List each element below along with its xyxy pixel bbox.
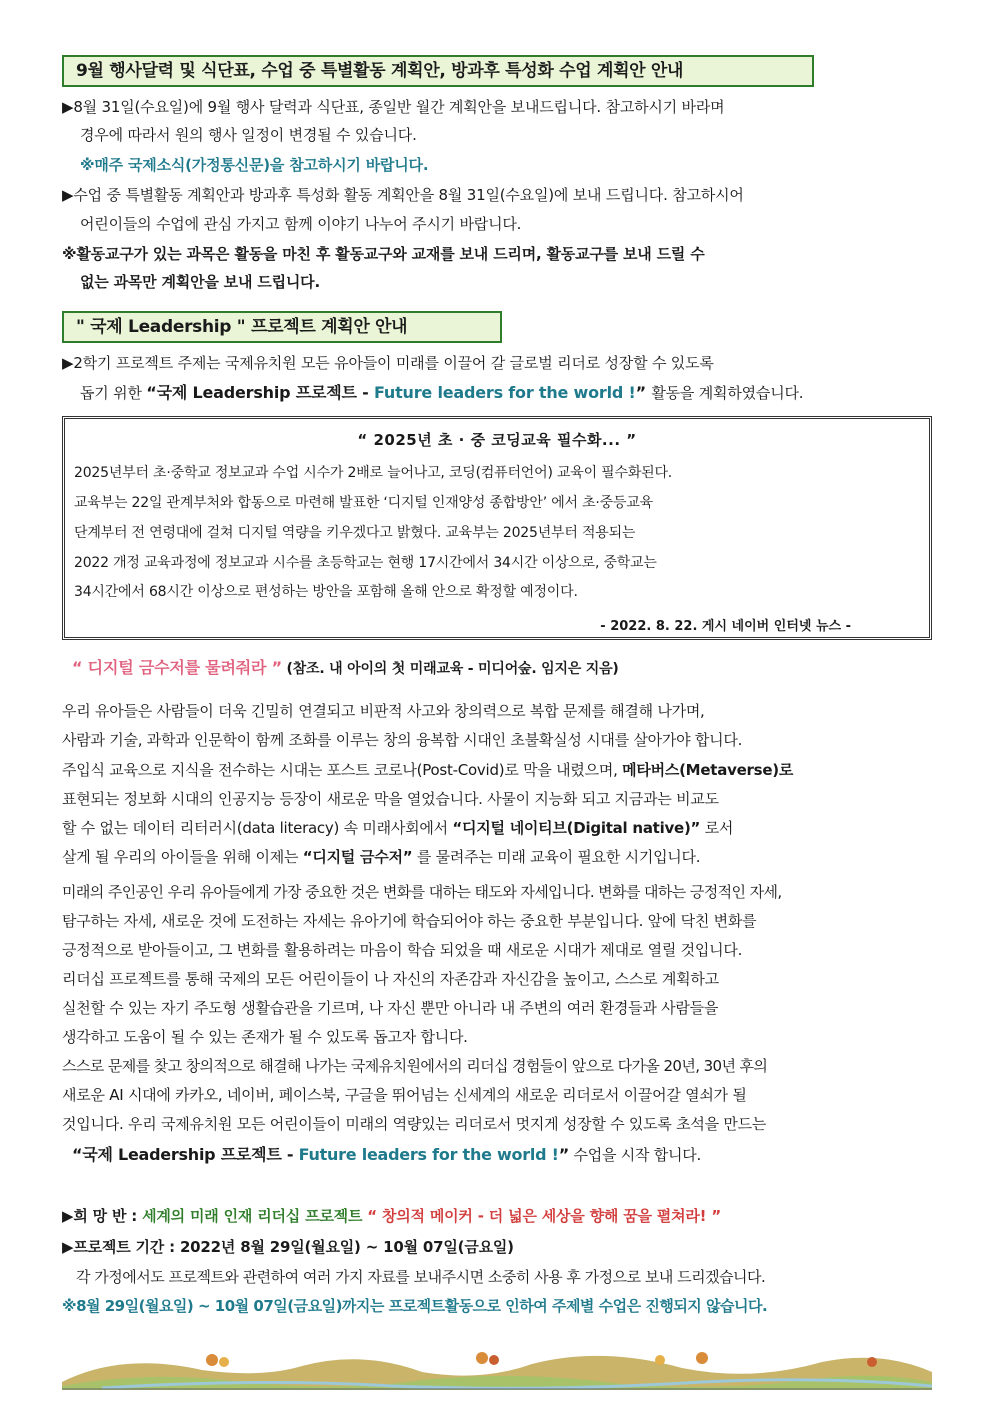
quote-heading (72, 657, 934, 680)
news-box (62, 416, 932, 640)
body-line: 새로운 AI 시대에 카카오, 네이버, 페이스북, 구글을 뛰어넘는 신세계의 새로운 리더로서 이끌어갈 열쇠가 될 (62, 1086, 747, 1104)
note-materials-cont: 없는 과목만 계획안을 보내 드립니다. (80, 273, 320, 291)
project-intro-end: 활동을 계획하였습니다. (651, 384, 804, 402)
quote-reference: (참조. 내 아이의 첫 미래교육 - 미디어숲. 임지은 지음) (286, 661, 619, 677)
body-line: 우리 유아들은 사람들이 더욱 긴밀히 연결되고 비판적 사고와 창의력으로 복합 문제를 해결해 나가며, (62, 702, 705, 720)
body-line (62, 817, 934, 839)
body-text: 주입식 교육으로 지식을 전수하는 시대는 포스트 코로나(Post-Covid)로 막을 내렸으며, (62, 761, 623, 779)
body-line: 리더십 프로젝트를 통해 국제의 모든 어린이들이 나 자신의 자존감과 자신감을 높이고, 스스로 계획하고 (62, 970, 719, 988)
news-line: 교육부는 22일 관계부처와 합동으로 마련해 발표한 ‘디지털 인재양성 종합방안’ 에서 초·중등교육 (74, 495, 653, 511)
project-intro: ▶2학기 프로젝트 주제는 국제유치원 모든 유아들이 미래를 이끌어 갈 글로벌 리더로 성장할 수 있도록 (62, 354, 714, 372)
section-title-monthly: 9월 행사달력 및 식단표, 수업 중 특별활동 계획안, 방과후 특성화 수업 계획안 안내 (62, 55, 814, 87)
closing-project-name: “국제 Leadership 프로젝트 - (72, 1145, 299, 1164)
body-line: 탐구하는 자세, 새로운 것에 도전하는 자세는 유아기에 학습되어야 하는 중요한 부분입니다. 앞에 닥친 변화를 (62, 912, 757, 930)
body-line (62, 846, 934, 868)
news-title: “ 2025년 초 · 중 코딩교육 필수화... ” (357, 431, 637, 449)
body-line: 미래의 주인공인 우리 유아들에게 가장 중요한 것은 변화를 대하는 태도와 자세입니다. 변화를 대하는 긍정적인 자세, (62, 883, 782, 901)
body-text: 살게 될 우리의 아이들을 위해 이제는 (62, 848, 303, 866)
body-text: 할 수 없는 데이터 리터러시(data literacy) 속 미래사회에서 (62, 819, 453, 837)
body-line: 생각하고 도움이 될 수 있는 존재가 될 수 있도록 돕고자 합니다. (62, 1028, 468, 1046)
closing-quote: ” (558, 1145, 569, 1164)
bullet-calendar: ▶8월 31일(수요일)에 9월 행사 달력과 식단표, 종일반 월간 계획안을 보내드립니다. 참고하시기 바라며 (62, 98, 725, 116)
bullet-activity-plan-cont: 어린이들의 수업에 관심 가지고 함께 이야기 나누어 주시기 바랍니다. (80, 215, 522, 233)
class-label: ▶희 망 반 : (62, 1207, 143, 1225)
project-name: “국제 Leadership 프로젝트 - (146, 383, 374, 402)
project-slogan: Future leaders for the world ! (373, 383, 636, 402)
body-text: 로서 (700, 819, 734, 837)
project-period: ▶프로젝트 기간 : 2022년 8월 29일(월요일) ~ 10월 07일(금요일) (62, 1238, 514, 1256)
news-line: 단계부터 전 연령대에 걸쳐 디지털 역량을 키우겠다고 밝혔다. 교육부는 2025년부터 적용되는 (74, 525, 636, 541)
closing-slogan: Future leaders for the world ! (298, 1145, 559, 1164)
body-line: 실천할 수 있는 자기 주도형 생활습관을 기르며, 나 자신 뿐만 아니라 내 주변의 여러 환경들과 사람들을 (62, 999, 719, 1017)
note-weekly-news: ※매주 국제소식(가정통신문)을 참고하시기 바랍니다. (80, 156, 429, 174)
body-line: 긍정적으로 받아들이고, 그 변화를 활용하려는 마음이 학습 되었을 때 새로운 시대가 제대로 열릴 것입니다. (62, 941, 743, 959)
class-info (62, 1205, 934, 1227)
body-line: 스스로 문제를 찾고 창의적으로 해결해 나가는 국제유치원에서의 리더십 경험들이 앞으로 다가올 20년, 30년 후의 (62, 1057, 768, 1075)
digital-native-term: “디지털 네이티브(Digital native)” (452, 819, 701, 837)
project-request: 각 가정에서도 프로젝트와 관련하여 여러 가지 자료를 보내주시면 소중히 사용 후 가정으로 보내 드리겠습니다. (76, 1268, 766, 1286)
class-value: 세계의 미래 인재 리더십 프로젝트 (142, 1207, 368, 1225)
body-line (62, 759, 934, 781)
project-quote-close: ” (635, 383, 652, 402)
news-line: 2022 개정 교육과정에 정보교과 시수를 초등학교는 현행 17시간에서 34시간 이상으로, 중학교는 (74, 555, 657, 571)
project-intro-cont (80, 382, 934, 404)
bullet-calendar-cont: 경우에 따라서 원의 행사 일정이 변경될 수 있습니다. (80, 126, 417, 144)
project-intro-text: 돕기 위한 (80, 384, 147, 402)
project-notice: ※8월 29일(월요일) ~ 10월 07일(금요일)까지는 프로젝트활동으로 인하여 주제별 수업은 진행되지 않습니다. (62, 1297, 768, 1315)
body-text: 를 물려주는 미래 교육이 필요한 시기입니다. (412, 848, 701, 866)
bullet-activity-plan: ▶수업 중 특별활동 계획안과 방과후 특성화 활동 계획안을 8월 31일(수요일)에 보내 드립니다. 참고하시어 (62, 186, 744, 204)
news-line: 2025년부터 초·중학교 정보교과 수업 시수가 2배로 늘어나고, 코딩(컴퓨터언어) 교육이 필수화된다. (74, 465, 673, 481)
landscape-illustration (62, 1342, 932, 1390)
digital-spoon-term: “디지털 금수저” (302, 848, 413, 866)
class-slogan: “ 창의적 메이커 - 더 넓은 세상을 향해 꿈을 펼쳐라! ” (367, 1207, 721, 1225)
note-materials: ※활동교구가 있는 과목은 활동을 마친 후 활동교구와 교재를 보내 드리며, 활동교구를 보내 드릴 수 (62, 245, 705, 263)
quote-title: “ 디지털 금수저를 물려줘라 ” (72, 658, 282, 677)
section-title-leadership: " 국제 Leadership " 프로젝트 계획안 안내 (62, 311, 502, 343)
body-line: 것입니다. 우리 국제유치원 모든 어린이들이 미래의 역량있는 리더로서 멋지게 성장할 수 있도록 초석을 만드는 (62, 1115, 767, 1133)
body-line (72, 1144, 934, 1166)
metaverse-term: 메타버스(Metaverse)로 (622, 761, 794, 779)
body-line: 표현되는 정보화 시대의 인공지능 등장이 새로운 막을 열었습니다. 사물이 지능화 되고 지금과는 비교도 (62, 790, 719, 808)
news-source: - 2022. 8. 22. 게시 네이버 인터넷 뉴스 - (600, 619, 851, 634)
news-line: 34시간에서 68시간 이상으로 편성하는 방안을 포함해 올해 안으로 확정할 예정이다. (74, 584, 578, 600)
body-line: 사람과 기술, 과학과 인문학이 함께 조화를 이루는 창의 융복합 시대인 초불확실성 시대를 살아가야 합니다. (62, 731, 743, 749)
closing-text: 수업을 시작 합니다. (568, 1146, 701, 1164)
